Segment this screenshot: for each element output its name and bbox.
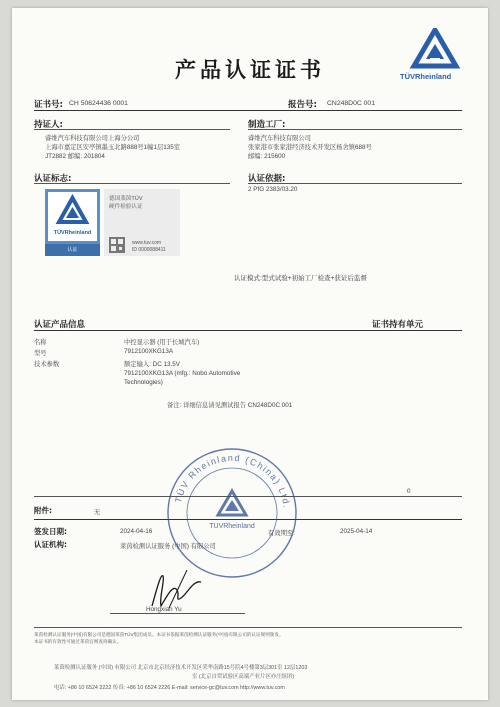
- holder-line1: 睿维汽车科技有限公司上海分公司: [45, 135, 140, 142]
- stamp-ring-text: TÜV Rheinland (China) Ltd.: [173, 452, 292, 510]
- attachment-value: 无: [94, 509, 101, 516]
- footer-address1: 莱茵检测认证服务 (中国) 有限公司 北京市北京经济技术开发区荣华南路15号院4号楼第3层301室 12层1203: [54, 665, 308, 671]
- issuer-value: 莱茵检测认证服务 (中国) 有限公司: [120, 543, 216, 550]
- holder-label: 持证人:: [34, 120, 63, 130]
- divider: [248, 183, 462, 184]
- issue-date-label: 签发日期:: [34, 527, 67, 536]
- cert-no-value: CH 50624436 0001: [69, 100, 128, 107]
- product-row-value: 中控显示器 (用于长城汽车): [124, 339, 200, 346]
- expiry-value: 2025-04-14: [340, 528, 373, 535]
- certification-mode: 认证模式:型式试验+初始工厂检查+获证后监督: [234, 275, 367, 282]
- product-row-value: 额定输入: DC 13.5V: [124, 361, 180, 368]
- product-note: 备注: 详细信息请见测试报告 CN248D0C 001: [167, 402, 293, 409]
- divider: [34, 627, 462, 628]
- divider: [34, 330, 462, 331]
- divider: [248, 129, 462, 130]
- mark-label: 认证标志:: [34, 174, 72, 184]
- tuv-brand-name: TÜVRheinland: [400, 72, 452, 81]
- logo-bar: 认证: [45, 244, 100, 256]
- report-no-label: 报告号:: [288, 100, 317, 110]
- divider: [34, 110, 462, 111]
- product-row-key: 名称: [34, 339, 47, 346]
- stamp-inner-text: TÜVRheinland: [209, 523, 255, 530]
- divider: [34, 129, 230, 130]
- divider: [34, 183, 230, 184]
- qr-code-icon: [109, 237, 127, 253]
- footer-line1: 莱茵检测认证服务(中国)有限公司是德国莱茵TÜV集团成员。本证书依据莱茵检测认证服务(中国)有限公司的认证规则颁发。: [34, 632, 284, 637]
- expiry-label: 有效期至:: [268, 530, 295, 537]
- product-row-key: 技术参数: [34, 361, 60, 368]
- product-row-key: 型号: [34, 350, 47, 357]
- page-title: 产品认证证书: [175, 57, 325, 82]
- count-value: 0: [407, 488, 411, 495]
- mark-text-panel: [104, 189, 180, 256]
- basis-label: 认证依据:: [248, 174, 286, 184]
- issuer-label: 认证机构:: [34, 540, 67, 549]
- mark-grey-line2: 硬件检验认证: [109, 204, 143, 210]
- attachment-label: 附件:: [34, 506, 52, 515]
- footer-line2: 本证书的有效性可通过莱茵官网查询确认。: [34, 639, 122, 644]
- cert-no-label: 证书号:: [34, 100, 63, 110]
- issue-date-value: 2024-04-16: [120, 528, 153, 535]
- svg-text:TÜVRheinland: TÜVRheinland: [53, 230, 92, 236]
- factory-line2: 张家港市张家港经济技术开发区杨舍镇688号: [248, 144, 372, 151]
- certification-mark-logo: [45, 189, 100, 256]
- factory-line3: 邮编: 215600: [248, 153, 286, 160]
- stamp-seal-icon: [162, 443, 302, 583]
- footer-address2: 室 (北京自贸试验区高端产业片区亦庄组团): [192, 674, 295, 680]
- holder-line2: 上海市嘉定区安亭镇墨玉北路888号1幢1层135室: [45, 144, 181, 151]
- mark-grey-line1: 德国莱茵TÜV: [109, 196, 143, 202]
- product-section-label: 认证产品信息: [34, 320, 86, 330]
- factory-line1: 睿维汽车科技有限公司: [248, 135, 311, 142]
- official-stamp: [162, 443, 302, 587]
- tuv-triangle-icon: [48, 192, 97, 241]
- product-extra2: Technologies): [124, 379, 163, 386]
- footer-contact: 电话: +86 10 6524 2222 传真: +86 10 6524 2226 E-mail: service-gc@tuv.com http://www.tuv.com: [54, 685, 285, 691]
- unit-label: 证书持有单元: [372, 320, 424, 330]
- factory-label: 制造工厂:: [248, 120, 286, 130]
- product-extra1: 7912100XKG13A (mfg.: Nobo Automotive: [124, 370, 241, 377]
- basis-value: 2 PfG 2383/03.20: [248, 186, 298, 193]
- logo-inner: [48, 192, 97, 241]
- mark-grey-url: www.tuv.com: [132, 240, 162, 246]
- product-row-value: 7912100XKG13A: [124, 348, 174, 355]
- certificate-sheet: [12, 8, 488, 700]
- report-no-value: CN248D0C 001: [327, 100, 375, 107]
- holder-line3: JT2882 邮编: 201804: [45, 153, 105, 160]
- signature-line: [110, 613, 245, 614]
- signatory-name: Hongxian Yu: [146, 606, 182, 613]
- tuv-logo: [400, 28, 466, 84]
- mark-grey-id: ID 0000088411: [132, 247, 166, 253]
